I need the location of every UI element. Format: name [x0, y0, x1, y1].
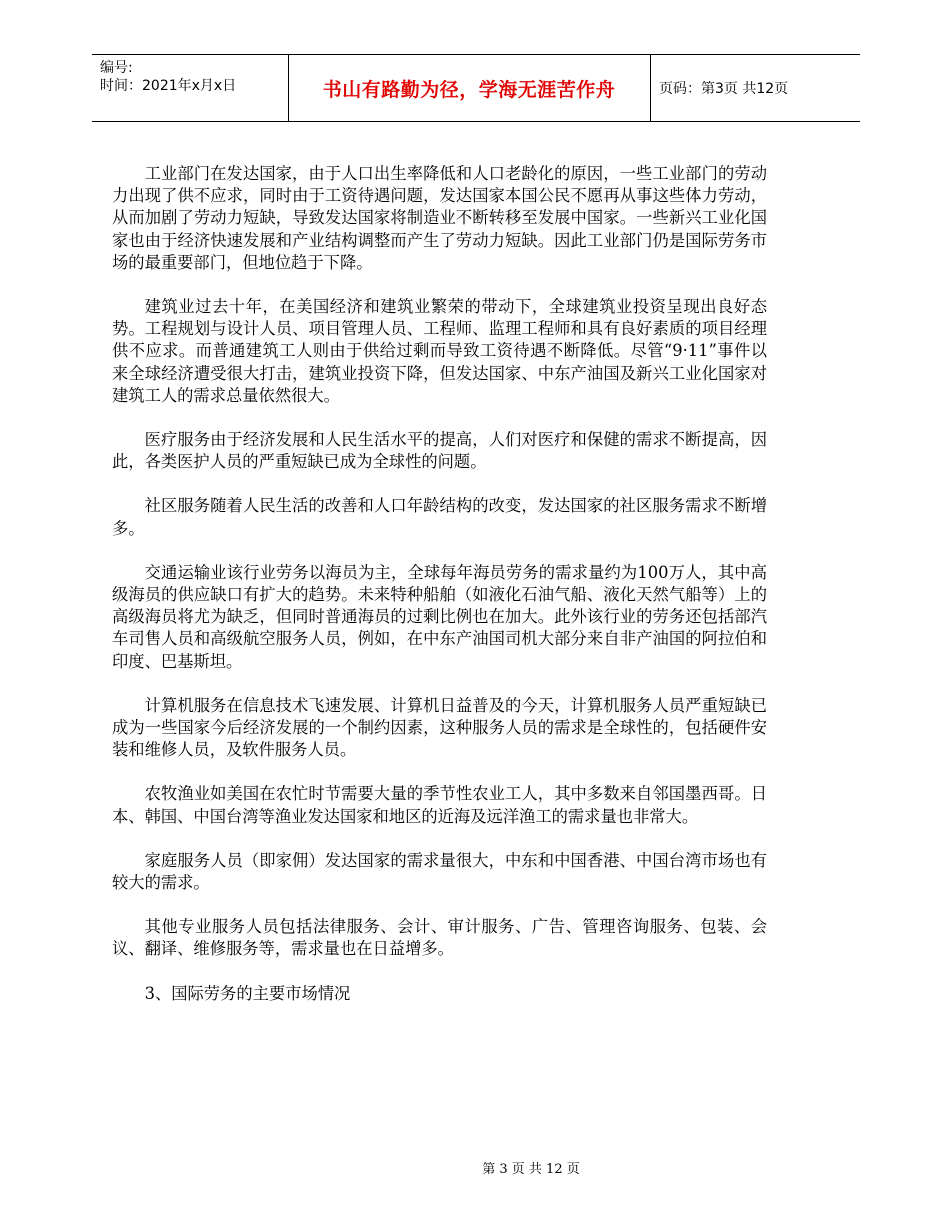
paragraph-computer: 计算机服务在信息技术飞速发展、计算机日益普及的今天，计算机服务人员严重短缺已成为一些国家今后经济发展的一个制约因素，这种服务人员的需求是全球性的，包括硬件安装和维修人员，及软件服务人员。 [112, 695, 767, 760]
paragraph-transport: 交通运输业该行业劳务以海员为主，全球每年海员劳务的需求量约为100万人，其中高级海员的供应缺口有扩大的趋势。未来特种船舶（如液化石油气船、液化天然气船等）上的高级海员将尤为缺乏，但同时普通海员的过剩比例也在加大。此外该行业的劳务还包括部汽车司售人员和高级航空服务人员，例如，在中东产油国司机大部分来自非产油国的阿拉伯和印度、巴基斯坦。 [112, 562, 767, 671]
document-number-label: 编号: [100, 60, 133, 76]
paragraph-industry: 工业部门在发达国家，由于人口出生率降低和人口老龄化的原因，一些工业部门的劳动力出现了供不应求，同时由于工资待遇问题，发达国家本国公民不愿再从事这些体力劳动，从而加剧了劳动力短缺，导致发达国家将制造业不断转移至发展中国家。一些新兴工业化国家也由于经济快速发展和产业结构调整而产生了劳动力短缺。因此工业部门仍是国际劳务市场的最重要部门，但地位趋于下降。 [112, 164, 767, 272]
document-body [112, 163, 767, 1027]
header-divider-right [650, 55, 651, 121]
page-header [92, 54, 860, 122]
paragraph-agriculture: 农牧渔业如美国在农忙时节需要大量的季节性农业工人，其中多数来自邻国墨西哥。日本、韩国、中国台湾等渔业发达国家和地区的近海及远洋渔工的需求量也非常大。 [112, 784, 767, 826]
section-heading: 3、国际劳务的主要市场情况 [144, 983, 351, 1003]
paragraph-other: 其他专业服务人员包括法律服务、会计、审计服务、广告、管理咨询服务、包装、会议、翻译、维修服务等，需求量也在日益增多。 [112, 917, 767, 959]
paragraph-domestic: 家庭服务人员（即家佣）发达国家的需求量很大，中东和中国香港、中国台湾市场也有较大的需求。 [112, 850, 767, 893]
header-page-number: 页码：第3页 共12页 [659, 81, 789, 97]
paragraph-community: 社区服务随着人民生活的改善和人口年龄结构的改变，发达国家的社区服务需求不断增多。 [112, 496, 767, 538]
header-meta [100, 59, 285, 95]
paragraph-medical: 医疗服务由于经济发展和人民生活水平的提高，人们对医疗和保健的需求不断提高，因此，各类医护人员的严重短缺已成为全球性的问题。 [112, 430, 767, 472]
paragraph-construction: 建筑业过去十年，在美国经济和建筑业繁荣的带动下，全球建筑业投资呈现出良好态势。工程规划与设计人员、项目管理人员、工程师、监理工程师和具有良好素质的项目经理供不应求。而普通建筑工人则由于供给过剩而导致工资待遇不断降低。尽管“9·11”事件以来全球经济遭受很大打击，建筑业投资下降，但发达国家、中东产油国及新兴工业化国家对建筑工人的需求总量依然很大。 [112, 297, 767, 405]
header-motto: 书山有路勤为径，学海无涯苦作舟 [322, 78, 616, 101]
document-time-label: 时间：2021年x月x日 [100, 78, 237, 94]
page-footer: 第 3 页 共 12 页 [482, 1162, 580, 1177]
